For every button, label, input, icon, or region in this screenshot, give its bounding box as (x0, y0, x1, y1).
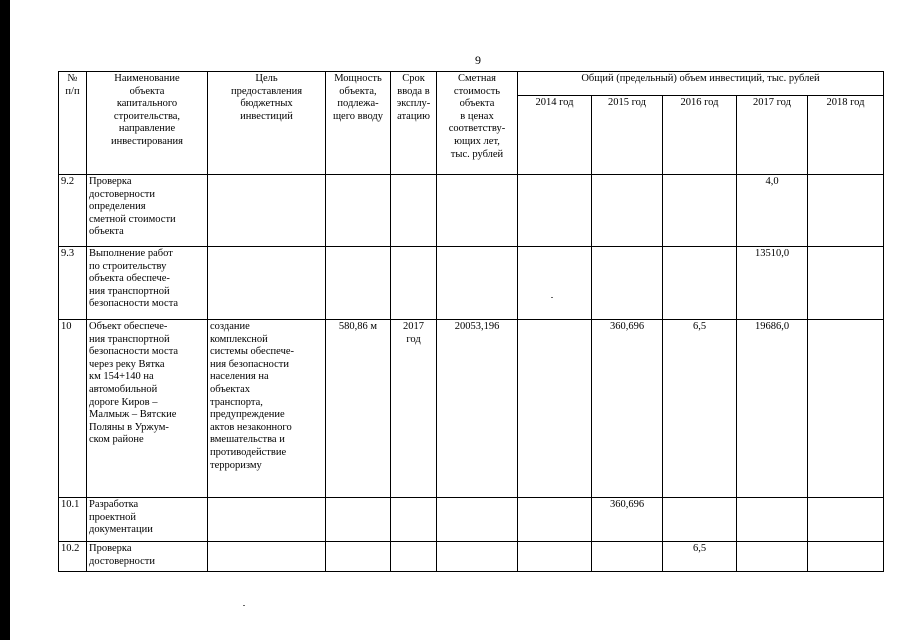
row-capacity (326, 175, 391, 247)
row-num: 9.3 (59, 247, 87, 320)
row-capacity: 580,86 м (326, 320, 391, 498)
page-number: 9 (475, 53, 481, 67)
row-2014 (518, 498, 592, 542)
row-term (391, 175, 437, 247)
header-term: Срок ввода в эксплу- атацию (391, 72, 437, 175)
row-name: Выполнение работ по строительству объекта обеспече- ния транспортной безопасности моста (87, 247, 208, 320)
header-year-2018: 2018 год (808, 96, 884, 175)
row-cost (437, 247, 518, 320)
header-goal: Цель предоставления бюджетных инвестиций (208, 72, 326, 175)
row-2017 (737, 542, 808, 572)
row-cost (437, 498, 518, 542)
row-2017 (737, 498, 808, 542)
header-num: № п/п (59, 72, 87, 175)
row-2016: 6,5 (663, 320, 737, 498)
row-2017: 4,0 (737, 175, 808, 247)
investment-table (58, 71, 884, 572)
row-2014 (518, 542, 592, 572)
row-2018 (808, 247, 884, 320)
row-goal (208, 175, 326, 247)
row-term: 2017 год (391, 320, 437, 498)
row-2016 (663, 175, 737, 247)
row-cost (437, 175, 518, 247)
row-2016 (663, 247, 737, 320)
row-2015 (592, 175, 663, 247)
row-capacity (326, 542, 391, 572)
row-goal (208, 542, 326, 572)
scan-edge (0, 0, 10, 640)
row-2018 (808, 542, 884, 572)
row-2015: 360,696 (592, 320, 663, 498)
header-year-2015: 2015 год (592, 96, 663, 175)
scan-speck (551, 297, 553, 298)
header-name: Наименование объекта капитального строительства, направление инвестирования (87, 72, 208, 175)
row-2017: 13510,0 (737, 247, 808, 320)
row-num: 10.2 (59, 542, 87, 572)
row-2016 (663, 498, 737, 542)
row-2018 (808, 498, 884, 542)
row-capacity (326, 498, 391, 542)
row-name: Проверка достоверности (87, 542, 208, 572)
header-cost: Сметная стоимость объекта в ценах соответству- ющих лет, тыс. рублей (437, 72, 518, 175)
header-total-investment: Общий (предельный) объем инвестиций, тыс. рублей (518, 72, 884, 96)
row-goal (208, 498, 326, 542)
row-term (391, 247, 437, 320)
row-goal: создание комплексной системы обеспече- ния безопасности населения на объектах транспорта, предупреждение актов незаконного вмешательства и противодействие терроризму (208, 320, 326, 498)
header-year-2014: 2014 год (518, 96, 592, 175)
row-2018 (808, 175, 884, 247)
row-2017: 19686,0 (737, 320, 808, 498)
row-2014 (518, 247, 592, 320)
row-term (391, 498, 437, 542)
row-2016: 6,5 (663, 542, 737, 572)
row-2014 (518, 175, 592, 247)
table-row (59, 175, 884, 247)
row-num: 10.1 (59, 498, 87, 542)
table-row (59, 542, 884, 572)
row-capacity (326, 247, 391, 320)
row-2018 (808, 320, 884, 498)
row-name: Проверка достоверности определения сметной стоимости объекта (87, 175, 208, 247)
table-row (59, 498, 884, 542)
row-term (391, 542, 437, 572)
header-year-2016: 2016 год (663, 96, 737, 175)
row-2015 (592, 247, 663, 320)
row-num: 10 (59, 320, 87, 498)
row-name: Разработка проектной документации (87, 498, 208, 542)
row-cost: 20053,196 (437, 320, 518, 498)
scan-speck (243, 605, 245, 606)
table-row (59, 320, 884, 498)
row-name: Объект обеспече- ния транспортной безопасности моста через реку Вятка км 154+140 на автомобильной дороге Киров – Малмыж – Вятские Поляны в Уржум- ском районе (87, 320, 208, 498)
row-2015: 360,696 (592, 498, 663, 542)
table-row (59, 247, 884, 320)
row-2015 (592, 542, 663, 572)
row-num: 9.2 (59, 175, 87, 247)
header-year-2017: 2017 год (737, 96, 808, 175)
row-2014 (518, 320, 592, 498)
row-cost (437, 542, 518, 572)
header-capacity: Мощность объекта, подлежа- щего вводу (326, 72, 391, 175)
row-goal (208, 247, 326, 320)
